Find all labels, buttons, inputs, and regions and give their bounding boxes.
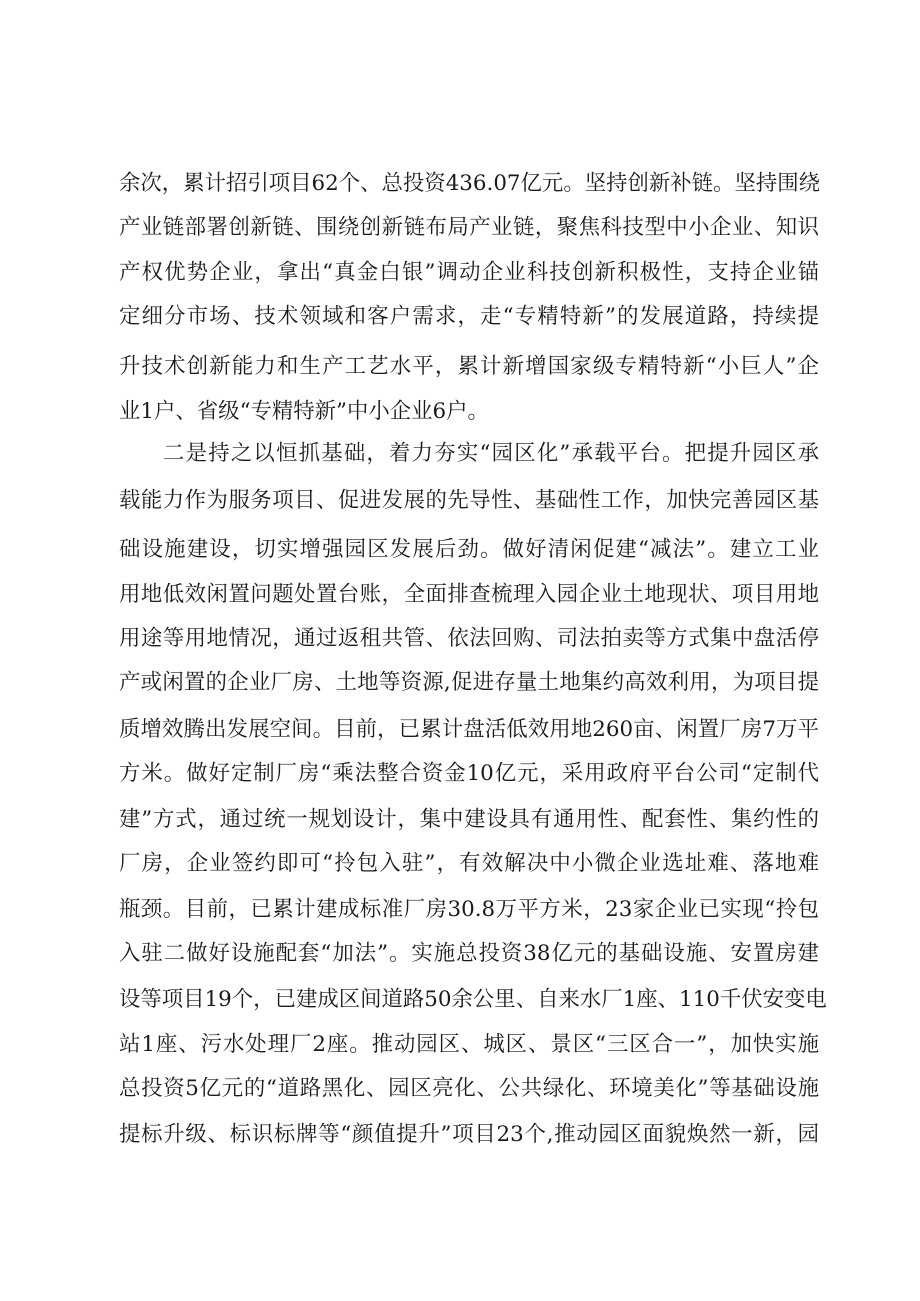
text-line: 总投资5亿元的“道路黑化、园区亮化、公共绿化、环境美化”等基础设施 [119,1076,819,1101]
text-line: 设等项目19个，已建成区间道路50余公里、自来水厂1座、110千伏安变电 [119,987,827,1012]
text-line: 提标升级、标识标牌等“颜值提升”项目23个,推动园区面貌焕然一新，园 [119,1122,819,1147]
text-line: 厂房，企业签约即可“拎包入驻”，有效解决中小微企业选址难、落地难 [119,851,819,876]
text-line: 产或闲置的企业厂房、土地等资源,促进存量土地集约高效利用，为项目提 [119,670,819,695]
text-line: 用地低效闲置问题处置台账，全面排查梳理入园企业土地现状、项目用地 [119,582,819,607]
text-line: 产业链部署创新链、围绕创新链布局产业链，聚焦科技型中小企业、知识 [119,215,819,240]
text-line: 余次，累计招引项目62个、总投资436.07亿元。坚持创新补链。坚持围绕 [119,171,821,196]
text-line: 站1座、污水处理厂2座。推动园区、城区、景区“三区合一”，加快实施 [119,1032,819,1057]
text-line: 瓶颈。目前，已累计建成标准厂房30.8万平方米，23家企业已实现“拎包 [119,897,819,922]
text-line: 用途等用地情况，通过返租共管、依法回购、司法拍卖等方式集中盘活停 [119,626,819,651]
text-line: 定细分市场、技术领域和客户需求，走“专精特新”的发展道路，持续提 [119,304,819,329]
text-line: 产权优势企业，拿出“真金白银”调动企业科技创新积极性，支持企业锚 [119,260,819,285]
text-line: 建”方式，通过统一规划设计，集中建设具有通用性、配套性、集约性的 [119,807,819,832]
text-line: 业1户、省级“专精特新”中小企业6户。 [119,399,489,424]
text-line: 础设施建设，切实增强园区发展后劲。做好清闲促建“减法”。建立工业 [119,537,819,562]
text-line: 质增效腾出发展空间。目前，已累计盘活低效用地260亩、闲置厂房7万平 [119,717,819,742]
text-line: 方米。做好定制厂房“乘法整合资金10亿元，采用政府平台公司“定制代 [119,761,819,786]
text-line: 入驻二做好设施配套“加法”。实施总投资38亿元的基础设施、安置房建 [119,941,819,966]
paragraph-first-line: 二是持之以恒抓基础，着力夯实“园区化”承载平台。把提升园区承 [163,441,819,466]
text-line: 升技术创新能力和生产工艺水平，累计新增国家级专精特新“小巨人”企 [119,354,819,379]
text-line: 载能力作为服务项目、促进发展的先导性、基础性工作，加快完善园区基 [119,488,819,513]
